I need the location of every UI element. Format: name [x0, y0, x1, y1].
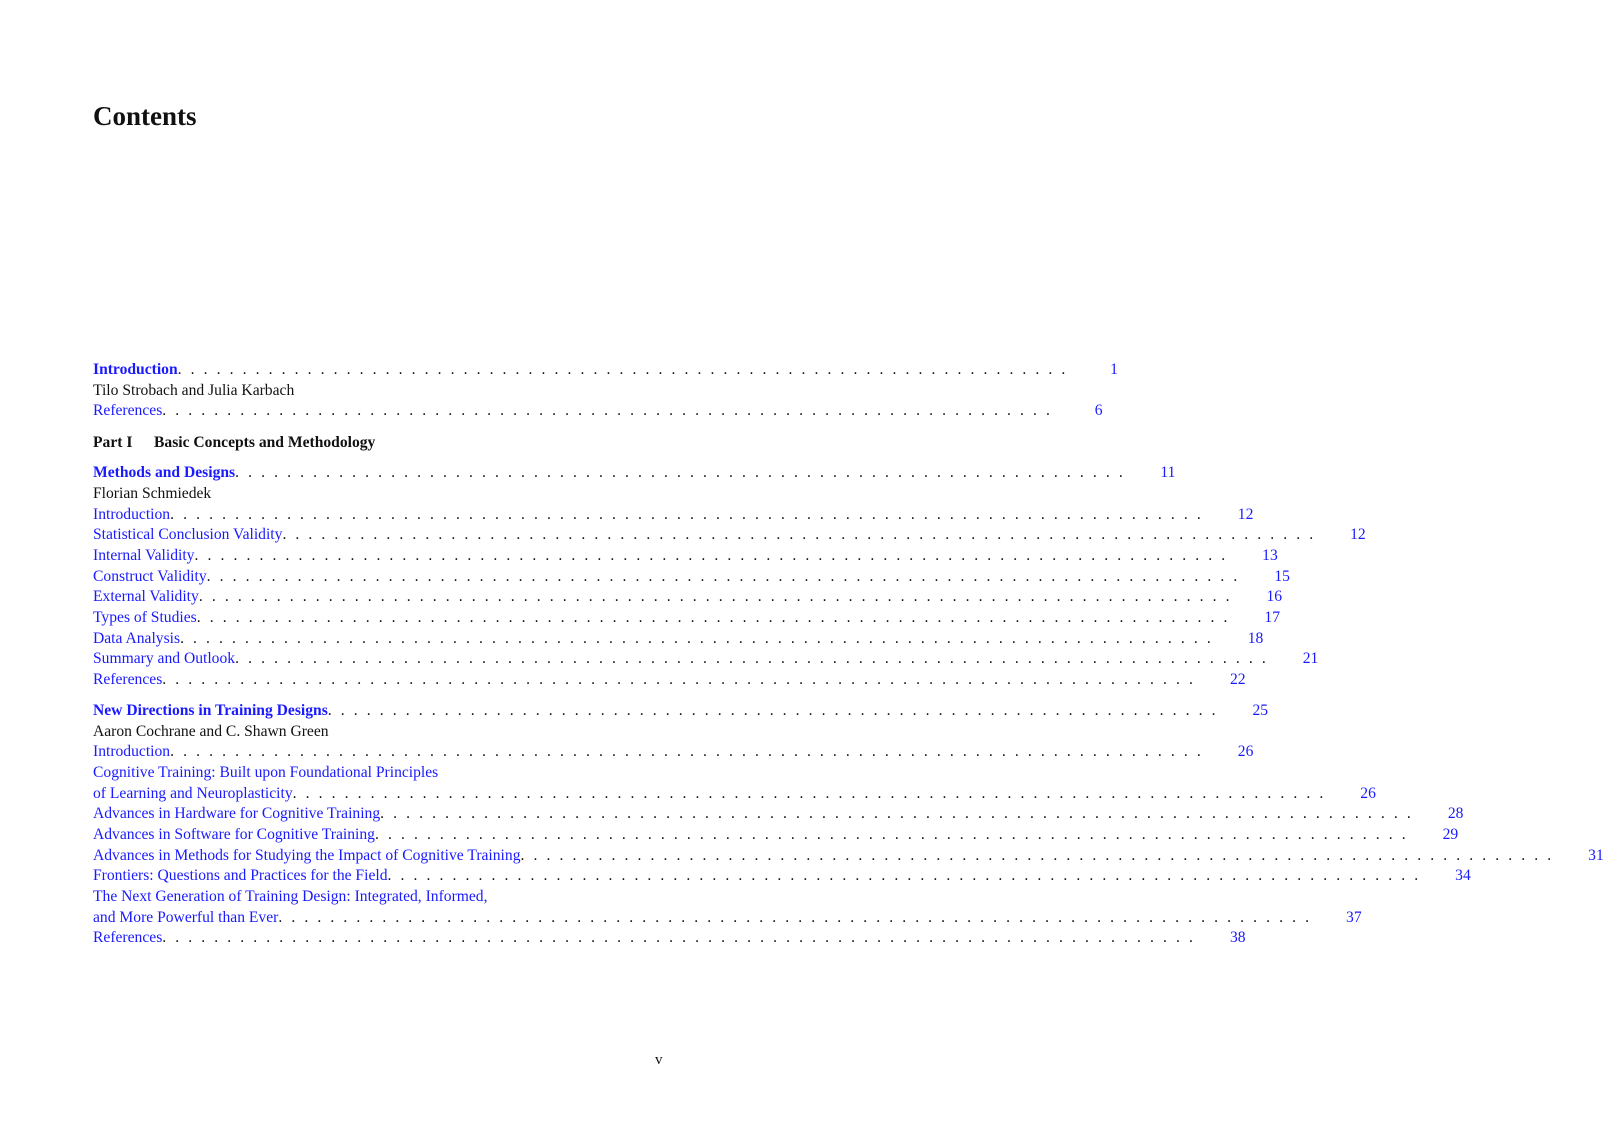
leader-dots: . . . . . . . . . . . . . . . . . . . . . . . . . . . . . . . . . . . . . . . . . . . . . . . . . . . . . . . . . . . . . . . . . . . . . . . . . . . . . . . . — [387, 867, 1421, 885]
page-title: Contents — [93, 101, 197, 131]
toc-entry-title[interactable]: of Learning and Neuroplasticity — [93, 784, 293, 802]
leader-dots: . . . . . . . . . . . . . . . . . . . . . . . . . . . . . . . . . . . . . . . . . . . . . . . . . . . . . . . . . . . . . . . . . . . . . . . . . . . . . . . . — [170, 743, 1204, 761]
toc-page-number[interactable]: 28 — [1447, 805, 1464, 823]
toc-section-entry[interactable] — [93, 908, 1362, 929]
toc-section-entry[interactable] — [93, 846, 1604, 867]
toc-entry-title[interactable]: Advances in Hardware for Cognitive Training — [93, 805, 381, 823]
toc-entry-title[interactable]: Introduction — [93, 505, 171, 523]
toc-entry-references[interactable] — [93, 401, 1103, 422]
toc-page-number[interactable]: 15 — [1274, 567, 1290, 585]
toc-section-entry[interactable] — [93, 825, 1459, 846]
leader-dots: . . . . . . . . . . . . . . . . . . . . . . . . . . . . . . . . . . . . . . . . . . . . . . . . . . . . . . . . . . . . . . . . . . . . . . . . . . . . . . . . — [198, 588, 1233, 606]
toc-page-number[interactable]: 26 — [1237, 743, 1254, 761]
toc-page-number[interactable]: 31 — [1588, 846, 1604, 864]
leader-dots: . . . . . . . . . . . . . . . . . . . . . . . . . . . . . . . . . . . . . . . . . . . . . . . . . . . . . . . . . . . . . . . . . . . . . . . . . . . . . . . . — [194, 547, 1228, 564]
leader-dots: . . . . . . . . . . . . . . . . . . . . . . . . . . . . . . . . . . . . . . . . . . . . . . . . . . . . . . . . . . . . . . . . . . . . . — [177, 361, 1068, 378]
leader-dots: . . . . . . . . . . . . . . . . . . . . . . . . . . . . . . . . . . . . . . . . . . . . . . . . . . . . . . . . . . . . . . . . . . . . . . . . . . . . . . . . — [162, 671, 1196, 689]
toc-page-number[interactable]: 26 — [1360, 784, 1376, 802]
leader-dots: . . . . . . . . . . . . . . . . . . . . . . . . . . . . . . . . . . . . . . . . . . . . . . . . . . . . . . . . . . . . . . . . . . . . . . . . . . . . . . . . — [235, 650, 1269, 668]
toc-chapter-new-directions[interactable] — [93, 701, 1269, 722]
chapter-sections — [93, 742, 1604, 949]
toc-section-entry[interactable] — [93, 649, 1319, 670]
leader-dots: . . . . . . . . . . . . . . . . . . . . . . . . . . . . . . . . . . . . . . . . . . . . . . . . . . . . . . . . . . . . . . . . . . . . . . . . . . . . . . . . — [180, 629, 1214, 647]
toc-entry-title[interactable]: Introduction — [93, 361, 178, 378]
leader-dots: . . . . . . . . . . . . . . . . . . . . . . . . . . . . . . . . . . . . . . . . . . . . . . . . . . . . . . . . . . . . . . . . . . . . . — [235, 464, 1126, 482]
toc-page-number[interactable]: 29 — [1442, 825, 1459, 843]
toc-section-entry[interactable] — [93, 866, 1471, 887]
chapter-authors: Aaron Cochrane and C. Shawn Green — [93, 722, 329, 740]
toc-entry-title[interactable]: References — [93, 402, 163, 420]
toc-entry-title-line[interactable]: The Next Generation of Training Design: Integrated, Informed, — [93, 888, 488, 905]
leader-dots: . . . . . . . . . . . . . . . . . . . . . . . . . . . . . . . . . . . . . . . . . . . . . . . . . . . . . . . . . . . . . . . . . . . . . . . . . . . . . . . . — [278, 908, 1312, 926]
toc-entry-title[interactable]: Internal Validity — [93, 547, 195, 564]
toc-entry-title[interactable]: Frontiers: Questions and Practices for the Field — [93, 867, 388, 885]
leader-dots: . . . . . . . . . . . . . . . . . . . . . . . . . . . . . . . . . . . . . . . . . . . . . . . . . . . . . . . . . . . . . . . . . . . . . . . . . . . . . . . . — [292, 784, 1326, 802]
leader-dots: . . . . . . . . . . . . . . . . . . . . . . . . . . . . . . . . . . . . . . . . . . . . . . . . . . . . . . . . . . . . . . . . . . . . . . . . . . . . . . . . — [374, 825, 1409, 843]
table-of-contents — [93, 360, 1604, 949]
toc-entry-title[interactable]: Types of Studies — [93, 609, 197, 627]
toc-section-entry[interactable] — [93, 784, 1376, 805]
toc-page-number[interactable]: 37 — [1346, 908, 1362, 926]
leader-dots: . . . . . . . . . . . . . . . . . . . . . . . . . . . . . . . . . . . . . . . . . . . . . . . . . . . . . . . . . . . . . . . . . . . . . . . . . . . . . . . . — [520, 846, 1554, 864]
toc-section-entry[interactable] — [93, 928, 1246, 949]
toc-page-number[interactable]: 17 — [1264, 609, 1280, 627]
toc-section-entry[interactable] — [93, 670, 1246, 691]
toc-entry-title[interactable]: Advances in Methods for Studying the Impact of Cognitive Training — [93, 846, 521, 864]
toc-chapter-methods-and-designs[interactable] — [93, 463, 1176, 484]
toc-entry-title[interactable]: Construct Validity — [93, 567, 207, 585]
toc-page-number[interactable]: 11 — [1160, 464, 1176, 482]
part-number: Part I — [93, 433, 133, 451]
toc-entry-title[interactable]: External Validity — [93, 588, 199, 606]
chapter-authors: Tilo Strobach and Julia Karbach — [93, 381, 295, 399]
toc-entry-title[interactable]: New Directions in Training Designs — [93, 701, 328, 719]
toc-page-number[interactable]: 18 — [1247, 629, 1264, 647]
leader-dots: . . . . . . . . . . . . . . . . . . . . . . . . . . . . . . . . . . . . . . . . . . . . . . . . . . . . . . . . . . . . . . . . . . . . . . . . . . . . . . . . — [196, 609, 1230, 627]
toc-section-entry[interactable] — [93, 505, 1254, 526]
toc-page-number[interactable]: 22 — [1229, 671, 1246, 689]
toc-page-number[interactable]: 12 — [1350, 526, 1366, 544]
toc-entry-title[interactable]: References — [93, 929, 163, 947]
part-heading — [93, 433, 664, 454]
leader-dots: . . . . . . . . . . . . . . . . . . . . . . . . . . . . . . . . . . . . . . . . . . . . . . . . . . . . . . . . . . . . . . . . . . . . . . . . . . . . . . . . — [170, 505, 1204, 523]
page-number-folio: v — [655, 1052, 663, 1068]
toc-entry-title[interactable]: Introduction — [93, 743, 171, 761]
leader-dots: . . . . . . . . . . . . . . . . . . . . . . . . . . . . . . . . . . . . . . . . . . . . . . . . . . . . . . . . . . . . . . . . . . . . . . . . . . . . . . . . — [162, 929, 1196, 947]
toc-entry-title[interactable]: and More Powerful than Ever — [93, 908, 279, 926]
toc-page-number[interactable]: 6 — [1094, 402, 1103, 420]
toc-entry-title-line[interactable]: Cognitive Training: Built upon Foundational Principles — [93, 763, 439, 781]
leader-dots: . . . . . . . . . . . . . . . . . . . . . . . . . . . . . . . . . . . . . . . . . . . . . . . . . . . . . . . . . . . . . . . . . . . . . — [327, 701, 1219, 719]
toc-page-number[interactable]: 21 — [1302, 650, 1319, 668]
toc-entry-title[interactable]: Advances in Software for Cognitive Training — [93, 825, 375, 843]
toc-section-entry[interactable] — [93, 567, 1290, 588]
toc-entry-title[interactable]: References — [93, 671, 163, 689]
toc-entry-title[interactable]: Summary and Outlook — [93, 650, 236, 668]
toc-page-number[interactable]: 38 — [1229, 929, 1246, 947]
toc-section-entry[interactable] — [93, 742, 1254, 763]
toc-section-entry[interactable] — [93, 525, 1366, 546]
toc-entry-introduction[interactable] — [93, 360, 1118, 381]
toc-section-entry[interactable] — [93, 629, 1264, 650]
part-title: Basic Concepts and Methodology — [154, 433, 376, 451]
leader-dots: . . . . . . . . . . . . . . . . . . . . . . . . . . . . . . . . . . . . . . . . . . . . . . . . . . . . . . . . . . . . . . . . . . . . . . . . . . . . . . . . — [380, 805, 1414, 823]
leader-dots: . . . . . . . . . . . . . . . . . . . . . . . . . . . . . . . . . . . . . . . . . . . . . . . . . . . . . . . . . . . . . . . . . . . . . — [162, 402, 1053, 420]
chapter-sections — [93, 505, 1366, 691]
toc-entry-title[interactable]: Data Analysis — [93, 629, 181, 647]
toc-section-entry[interactable] — [93, 587, 1283, 608]
leader-dots: . . . . . . . . . . . . . . . . . . . . . . . . . . . . . . . . . . . . . . . . . . . . . . . . . . . . . . . . . . . . . . . . . . . . . . . . . . . . . . . . — [282, 526, 1316, 544]
toc-page-number[interactable]: 13 — [1262, 547, 1278, 564]
toc-entry-title[interactable]: Methods and Designs — [93, 464, 236, 482]
toc-page-number[interactable]: 12 — [1237, 505, 1254, 523]
toc-entry-title[interactable]: Statistical Conclusion Validity — [93, 526, 283, 544]
toc-section-entry[interactable] — [93, 546, 1278, 567]
chapter-authors: Florian Schmiedek — [93, 484, 212, 502]
leader-dots: . . . . . . . . . . . . . . . . . . . . . . . . . . . . . . . . . . . . . . . . . . . . . . . . . . . . . . . . . . . . . . . . . . . . . . . . . . . . . . . . — [206, 567, 1240, 585]
toc-section-entry[interactable] — [93, 804, 1464, 825]
toc-page-number[interactable]: 25 — [1252, 701, 1269, 719]
toc-page-number[interactable]: 1 — [1110, 361, 1118, 378]
toc-section-entry[interactable] — [93, 608, 1280, 629]
toc-page-number[interactable]: 34 — [1455, 867, 1471, 885]
toc-page-number[interactable]: 16 — [1266, 588, 1283, 606]
